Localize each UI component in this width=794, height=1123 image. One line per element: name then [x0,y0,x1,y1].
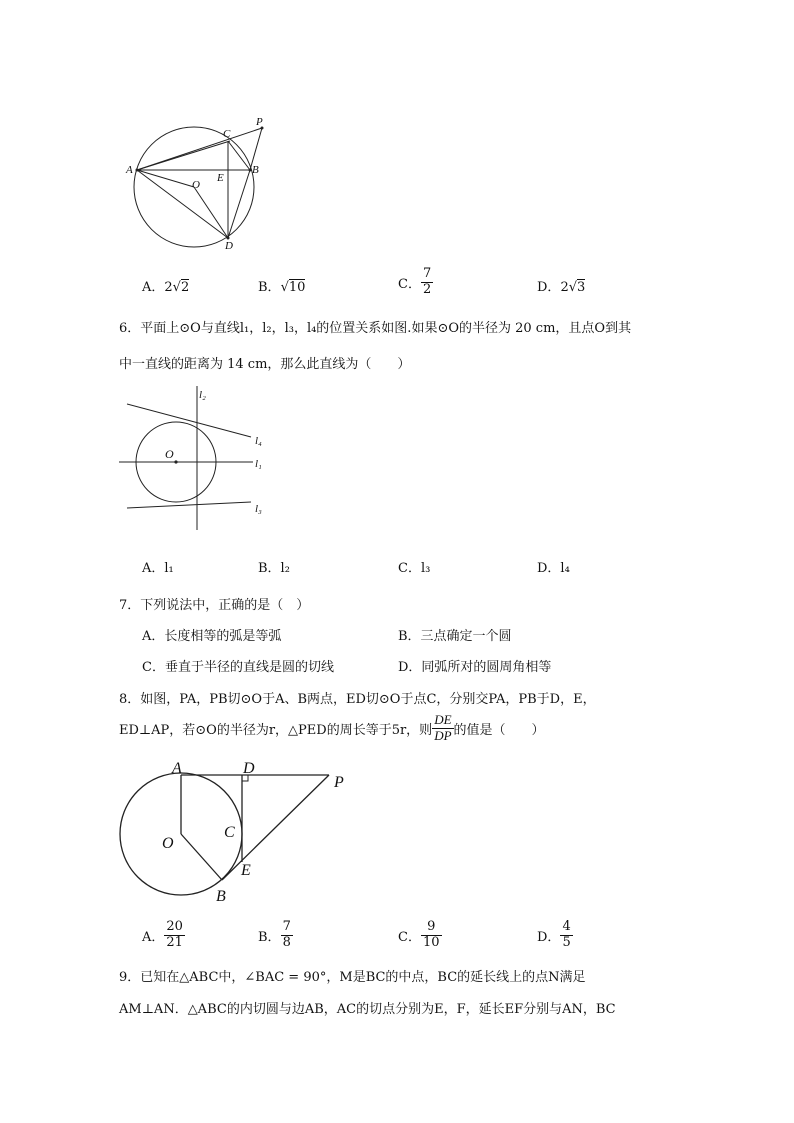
q5-option-b-label: B． [258,280,281,295]
q5-option-d[interactable] [537,276,585,295]
q5-line-BD [228,170,250,238]
q5-option-a-label: A． [142,280,165,295]
q8-label-P: P [334,774,344,791]
q8-text-line2-pre: ED⊥AP，若⊙O的半径为r，△PED的周长等于5r，则 [119,722,433,738]
q5-option-d-coef: 2 [560,280,569,295]
q6-stem-line1 [119,317,631,336]
q6-label-l1: l₁ [255,458,262,470]
q8-option-d-numerator: 4 [562,919,571,934]
q5-option-c-denominator: 2 [422,281,432,297]
q8-option-b-label: B． [258,929,281,945]
q8-option-a-denominator: 21 [166,934,183,950]
q5-option-a[interactable] [142,276,189,295]
q7-option-a[interactable]: A．长度相等的弧是等弧 [142,629,282,644]
q6-line-l4 [127,404,251,437]
q5-option-d-label: D． [537,280,561,295]
q5-line-AO [137,170,194,187]
q6-number: 6． [119,321,141,336]
q5-option-a-coef: 2 [164,280,173,295]
q8-label-C: C [224,824,235,841]
q5-option-c[interactable] [398,267,433,298]
q8-fraction-denominator: DP [434,727,452,743]
q6-option-d[interactable]: D．l₄ [537,561,570,576]
q6-line-l3 [127,502,251,508]
q5-option-c-numerator: 7 [422,266,432,281]
q5-line-OD [194,187,228,238]
q8-text-line2-post: 的值是（ ） [453,722,545,738]
q8-line-PB [222,775,329,880]
q9-stem-line2: AM⊥AN．△ABC的内切圆与边AB，AC的切点分别为E，F，延长EF分别与AN，BC [119,1002,616,1017]
q8-option-c-label: C． [398,929,421,945]
q6-text-line1: 平面上⊙O与直线l₁，l₂，l₃，l₄的位置关系如图.如果⊙O的半径为 20 cm，且点O到其 [140,321,632,336]
q5-label-C: C [223,128,231,140]
q8-label-O: O [162,835,174,852]
q7-stem: 7．下列说法中，正确的是（ ） [119,598,310,613]
q8-option-a[interactable] [142,920,185,951]
q8-label-B: B [216,888,226,905]
q6-stem-line2: 中一直线的距离为 14 cm，那么此直线为（ ） [119,357,411,372]
q8-label-A: A [172,760,182,777]
q7-option-c[interactable]: C．垂直于半径的直线是圆的切线 [142,660,334,675]
q7-option-d[interactable]: D．同弧所对的圆周角相等 [398,660,552,675]
q6-label-O: O [165,447,174,461]
q8-option-d[interactable] [537,920,573,951]
q8-label-D: D [243,760,255,777]
sqrt-icon: √ [568,280,578,295]
q5-label-P: P [256,116,263,128]
sqrt-icon: √ [172,280,181,295]
q8-figure [112,758,362,908]
q9-stem-line1: 9．已知在△ABC中，∠BAC = 90°，M是BC的中点，BC的延长线上的点N满足 [119,970,586,985]
q5-label-A: A [126,164,133,176]
q6-center-point [174,460,177,463]
q8-stem-line1: 8．如图，PA，PB切⊙O于A、B两点，ED切⊙O于点C，分别交PA，PB于D，E， [119,692,596,707]
q6-option-a[interactable]: A．l₁ [142,561,174,576]
q8-option-c-denominator: 10 [422,934,440,950]
q7-option-b[interactable]: B．三点确定一个圆 [398,629,512,644]
q5-option-a-radicand: 2 [180,280,190,295]
q5-option-b[interactable] [258,276,305,295]
q8-option-d-label: D． [537,929,561,945]
q6-label-l4: l₄ [255,435,262,447]
q5-option-b-radicand: 10 [288,280,306,295]
q8-option-b[interactable] [258,920,293,951]
q8-option-a-label: A． [142,929,165,945]
q5-label-B: B [252,164,259,176]
q6-option-b[interactable]: B．l₂ [258,561,290,576]
q6-label-l2: l₂ [199,389,206,401]
q5-label-E: E [217,172,224,184]
q6-option-c[interactable]: C．l₃ [398,561,431,576]
q8-fraction-numerator: DE [434,712,452,727]
q8-option-b-denominator: 8 [282,934,291,950]
q8-option-a-numerator: 20 [166,919,183,934]
q5-option-d-radicand: 3 [577,280,586,295]
q6-figure [115,382,275,534]
sqrt-icon: √ [280,280,289,295]
q5-option-c-label: C． [398,276,421,292]
q8-label-E: E [241,862,251,879]
q8-line-OB [181,834,222,880]
q8-option-c[interactable] [398,920,442,951]
q6-label-l3: l₃ [255,503,262,515]
q8-option-d-denominator: 5 [562,934,571,950]
q8-option-b-numerator: 7 [282,919,291,934]
q5-line-CB [228,141,250,170]
q8-stem-line2 [119,713,545,744]
q5-label-O: O [192,179,200,191]
q5-label-D: D [225,240,233,252]
q8-option-c-numerator: 9 [421,920,442,936]
q5-figure [120,112,280,252]
